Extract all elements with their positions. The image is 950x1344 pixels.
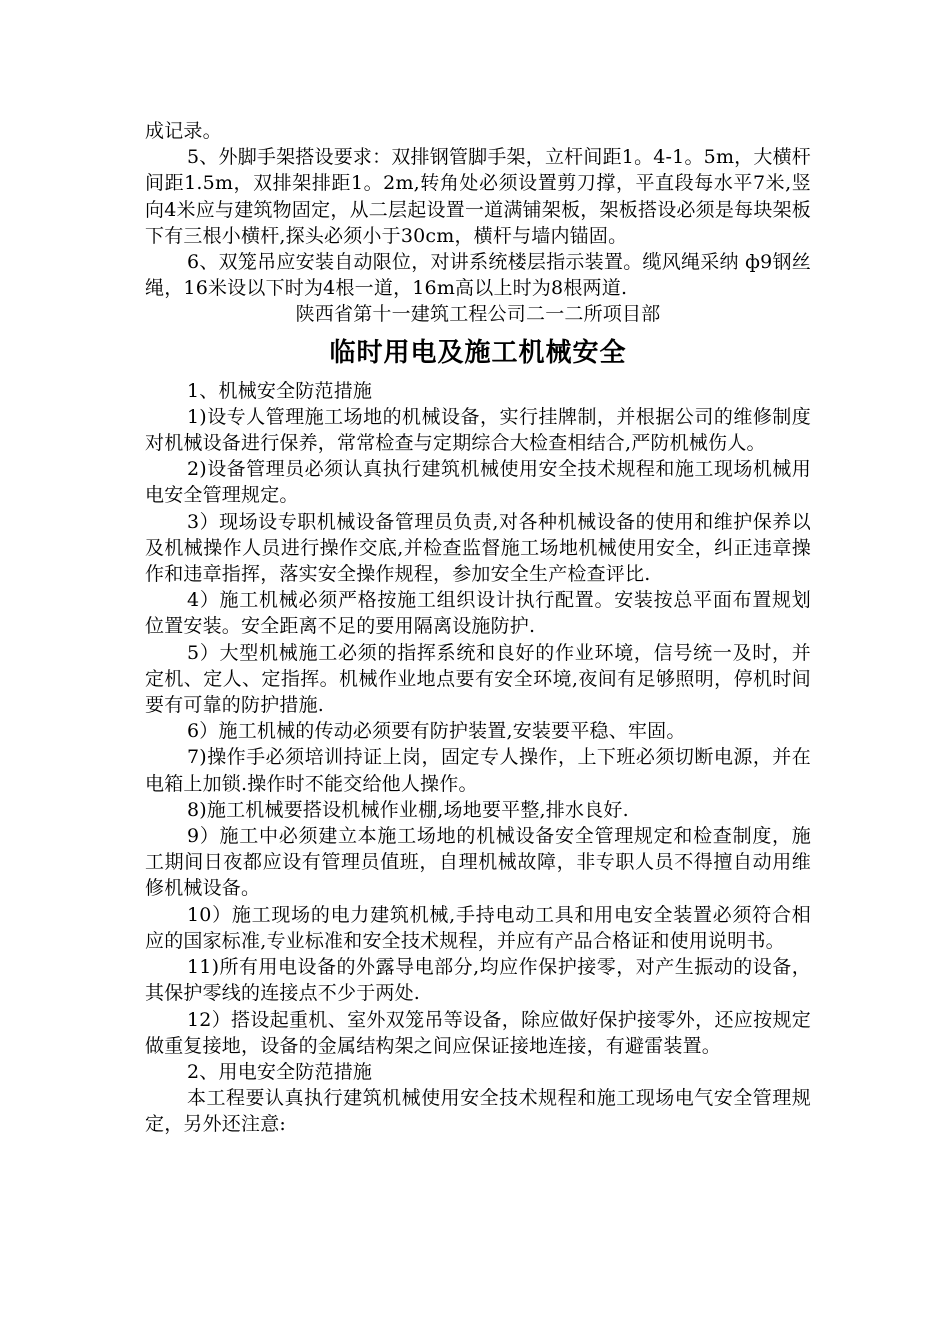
subheading-electrical-safety: 2、用电安全防范措施 — [187, 1060, 373, 1083]
paragraph-item-12: 12）搭设起重机、室外双笼吊等设备，除应做好保护接零外，还应按规定做重复接地，设备的金属结构架之间应保证接地连接，有避雷装置。 — [145, 1008, 811, 1057]
subheading-machinery-safety: 1、机械安全防范措施 — [187, 379, 373, 402]
paragraph-item-3: 3）现场设专职机械设备管理员负责,对各种机械设备的使用和维护保养以及机械操作人员进行操作交底,并检查监督施工场地机械使用安全，纠正违章操作和违章指挥，落实安全操作规程，参加安全生产检查评比. — [145, 510, 811, 586]
paragraph-item-9: 9）施工中必须建立本施工场地的机械设备安全管理规定和检查制度，施工期间日夜都应设有管理员值班，自理机械故障，非专职人员不得擅自动用维修机械设备。 — [145, 825, 811, 900]
paragraph-item-1: 1)设专人管理施工场地的机械设备，实行挂牌制，并根据公司的维修制度对机械设备进行保养，常常检查与定期综合大检查相结合,严防机械伤人。 — [145, 405, 811, 455]
document-page — [145, 118, 811, 1138]
paragraph-item-11: 11)所有用电设备的外露导电部分,均应作保护接零，对产生振动的设备，其保护零线的连接点不少于两处. — [145, 956, 811, 1005]
section-title: 临时用电及施工机械安全 — [329, 337, 627, 368]
paragraph-hoist-requirements: 6、双笼吊应安装自动限位，对讲系统楼层指示装置。缆风绳采纳 ф9钢丝绳，16米设以下时为4根一道，16m高以上时为8根两道. — [145, 251, 811, 300]
paragraph-item-4: 4）施工机械必须严格按施工组织设计执行配置。安装按总平面布置规划位置安装。安全距离不足的要用隔离设施防护. — [145, 589, 811, 638]
paragraph-item-7: 7)操作手必须培训持证上岗，固定专人操作，上下班必须切断电源，并在电箱上加锁.操作时不能交给他人操作。 — [145, 746, 811, 795]
paragraph-item-2: 2)设备管理员必须认真执行建筑机械使用安全技术规程和施工现场机械用电安全管理规定。 — [145, 458, 811, 507]
paragraph-item-6: 6）施工机械的传动必须要有防护装置,安装要平稳、牢固。 — [187, 720, 686, 743]
paragraph-item-10: 10）施工现场的电力建筑机械,手持电动工具和用电安全装置必须符合相应的国家标准,专业标准和安全技术规程，并应有产品合格证和使用说明书。 — [145, 903, 811, 952]
paragraph-scaffold-requirements: 5、外脚手架搭设要求：双排钢管脚手架，立杆间距1。4-1。5m，大横杆间距1.5m，双排架排距1。2m,转角处必须设置剪刀撑，平直段每水平7米,竖向4米应与建筑物固定，从二层起设置一道满铺架板，架板搭设必须是每块架板下有三根小横杆,探头必须小于30cm，横杆与墙内锚固。 — [145, 146, 811, 247]
paragraph-electrical-intro: 本工程要认真执行建筑机械使用安全技术规程和施工现场电气安全管理规定，另外还注意: — [145, 1087, 811, 1136]
company-line: 陕西省第十一建筑工程公司二一二所项目部 — [295, 303, 661, 326]
paragraph-item-8: 8)施工机械要搭设机械作业棚,场地要平整,排水良好. — [187, 798, 629, 821]
paragraph-item-5: 5）大型机械施工必须的指挥系统和良好的作业环境，信号统一及时，并定机、定人、定指挥。机械作业地点要有安全环境,夜间有足够照明，停机时间要有可靠的防护措施. — [145, 641, 811, 717]
paragraph-continued: 成记录。 — [145, 120, 222, 142]
